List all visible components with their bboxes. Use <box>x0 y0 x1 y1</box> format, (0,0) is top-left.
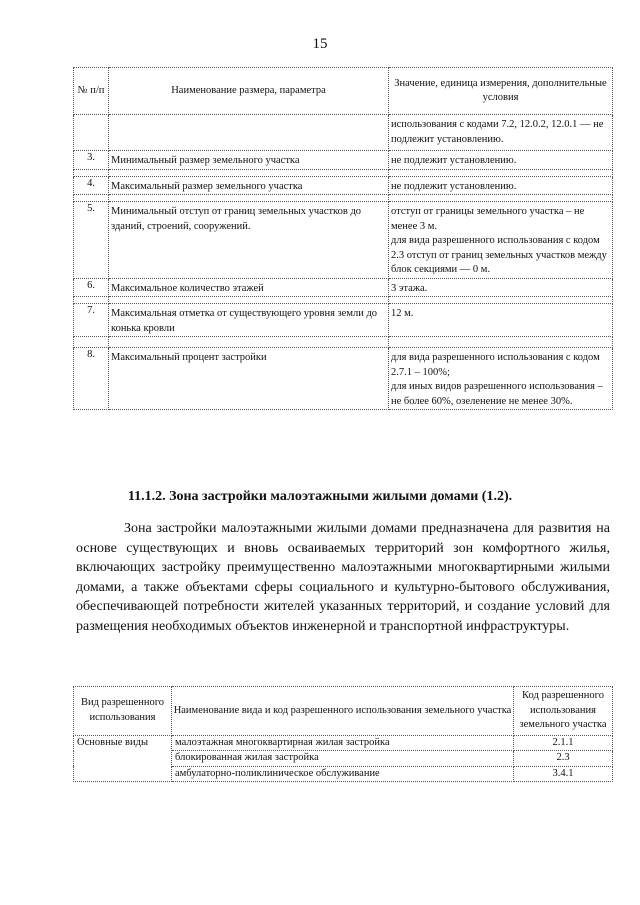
page-number: 15 <box>312 36 328 52</box>
row-number: 7. <box>74 304 109 337</box>
row-value <box>389 348 613 410</box>
table-row <box>74 348 613 410</box>
row-value: 12 м. <box>389 304 613 337</box>
row-value <box>389 202 613 279</box>
use-code: 3.4.1 <box>514 766 613 782</box>
row-number: 5. <box>74 202 109 279</box>
column-header-number: № п/п <box>74 68 109 115</box>
row-value: не подлежит установлению. <box>389 151 613 170</box>
parameters-table <box>73 67 613 410</box>
table-row <box>74 304 613 337</box>
table-row <box>74 278 613 297</box>
use-group-label: Основные виды <box>74 735 172 782</box>
row-number: 8. <box>74 348 109 410</box>
row-value-line: для вида разрешенного использования с кодом 2.3 отступ от границ земельных участков между блок секциями — 0 м. <box>391 235 607 275</box>
table-row <box>74 151 613 170</box>
section-paragraph: Зона застройки малоэтажными жилыми домами предназначена для развития на основе существующих и вновь осваиваемых территорий зон комфортного жилья, включающих застройку преимущественно малоэтажными многоквартирными жилыми домами, а также объектами сферы социального и культурно-бытового обслуживания, обеспечивающей потребности жителей указанных территорий, и создание условий для размещения необходимых объектов инженерной и транспортной инфраструктуры. <box>76 521 610 634</box>
row-parameter-name: Максимальное количество этажей <box>109 278 389 297</box>
column-header-use-type: Вид разрешенного использования <box>74 687 172 736</box>
row-value-line: для вида разрешенного использования с кодом 2.7.1 – 100%; <box>391 352 600 378</box>
permitted-uses-table <box>73 686 613 782</box>
table-header-row <box>74 68 613 115</box>
section-heading: 11.1.2. Зона застройки малоэтажными жилыми домами (1.2). <box>127 489 513 504</box>
row-value: 3 этажа. <box>389 278 613 297</box>
row-parameter-name: Минимальный отступ от границ земельных участков до зданий, строений, сооружений. <box>109 202 389 279</box>
row-parameter-name: Максимальный процент застройки <box>109 348 389 410</box>
column-header-use-code: Код разрешенного использования земельного участка <box>514 687 613 736</box>
row-value-line: отступ от границы земельного участка – не менее 3 м. <box>391 206 585 232</box>
column-header-value: Значение, единица измерения, дополнительные условия <box>389 68 613 115</box>
table-header-row <box>74 687 613 736</box>
use-name: блокированная жилая застройка <box>172 751 514 767</box>
row-parameter-name: Максимальный размер земельного участка <box>109 176 389 195</box>
row-parameter-name: Максимальная отметка от существующего уровня земли до конька кровли <box>109 304 389 337</box>
table-row-continuation <box>74 115 613 151</box>
use-code: 2.1.1 <box>514 735 613 751</box>
column-header-use-name: Наименование вида и код разрешенного использования земельного участка <box>172 687 514 736</box>
use-code: 2.3 <box>514 751 613 767</box>
use-name: амбулаторно-поликлиническое обслуживание <box>172 766 514 782</box>
row-number: 3. <box>74 151 109 170</box>
table-row <box>74 735 613 751</box>
row-number: 4. <box>74 176 109 195</box>
row-parameter-name: Минимальный размер земельного участка <box>109 151 389 170</box>
row-value: не подлежит установлению. <box>389 176 613 195</box>
column-header-parameter-name: Наименование размера, параметра <box>109 68 389 115</box>
use-name: малоэтажная многоквартирная жилая застройка <box>172 735 514 751</box>
row-number: 6. <box>74 278 109 297</box>
table-row <box>74 176 613 195</box>
continuation-value: использования с кодами 7.2, 12.0.2, 12.0.1 — не подлежит установлению. <box>389 115 613 151</box>
row-value-line: для иных видов разрешенного использования – не более 60%, озеленение не менее 30%. <box>391 381 603 407</box>
table-row <box>74 202 613 279</box>
